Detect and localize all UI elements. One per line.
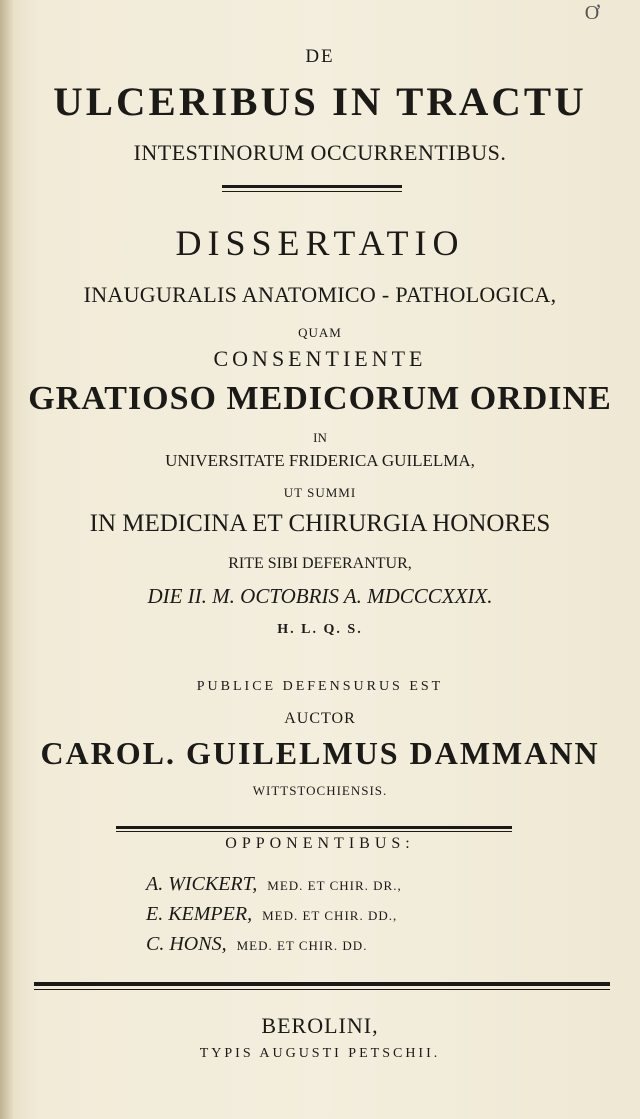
divider-rule-middle-thin — [116, 831, 512, 832]
opponent-name: E. KEMPER, — [146, 903, 253, 925]
hlqs-text: H. L. Q. S. — [277, 622, 363, 637]
corner-mark: Ơ — [584, 2, 600, 24]
university-text: UNIVERSITATE FRIDERICA GUILELMA, — [165, 451, 475, 470]
dissertation-subtitle: INAUGURALIS ANATOMICO - PATHOLOGICA, — [83, 282, 557, 307]
opponent-name: A. WICKERT, — [146, 873, 258, 895]
divider-rule-middle — [116, 826, 512, 829]
imprint-city: BEROLINI, — [261, 1013, 379, 1038]
ordo-text: GRATIOSO MEDICORUM ORDINE — [28, 380, 612, 417]
opponent-entry — [146, 933, 526, 956]
divider-rule-top-thin — [222, 191, 402, 192]
divider-rule-bottom — [34, 982, 610, 986]
opponent-entry — [146, 873, 526, 896]
publice-text: PUBLICE DEFENSURUS EST — [196, 679, 444, 694]
opponents-heading: OPPONENTIBUS: — [225, 835, 415, 852]
ut-summi-text: UT SUMMI — [283, 485, 357, 500]
opponent-degree: MED. ET CHIR. DR., — [267, 878, 402, 893]
author-name: CAROL. GUILELMUS DAMMANN — [40, 735, 600, 771]
opponent-entry — [146, 903, 526, 926]
defense-date: DIE II. M. OCTOBRIS A. MDCCCXXIX. — [147, 584, 493, 608]
in-text: IN — [313, 430, 327, 445]
quam-text: QUAM — [298, 325, 342, 340]
opponent-degree: MED. ET CHIR. DD. — [236, 938, 368, 953]
title-line-1: ULCERIBUS IN TRACTU — [53, 79, 587, 124]
title-line-2: INTESTINORUM OCCURRENTIBUS. — [133, 140, 507, 165]
opponent-degree: MED. ET CHIR. DD., — [262, 908, 398, 923]
honores-text: IN MEDICINA ET CHIRURGIA HONORES — [89, 510, 551, 537]
opponent-name: C. HONS, — [146, 933, 227, 955]
divider-rule-top — [222, 185, 402, 188]
author-origin: WITTSTOCHIENSIS. — [252, 783, 388, 798]
divider-rule-bottom-thin — [34, 989, 610, 990]
consentiente-text: CONSENTIENTE — [213, 346, 427, 371]
rite-text: RITE SIBI DEFERANTUR, — [228, 555, 412, 572]
auctor-text: AUCTOR — [284, 710, 356, 727]
dissertation-heading: DISSERTATIO — [175, 223, 465, 263]
imprint-printer: TYPIS AUGUSTI PETSCHII. — [199, 1046, 441, 1061]
preposition-de: DE — [305, 46, 335, 67]
